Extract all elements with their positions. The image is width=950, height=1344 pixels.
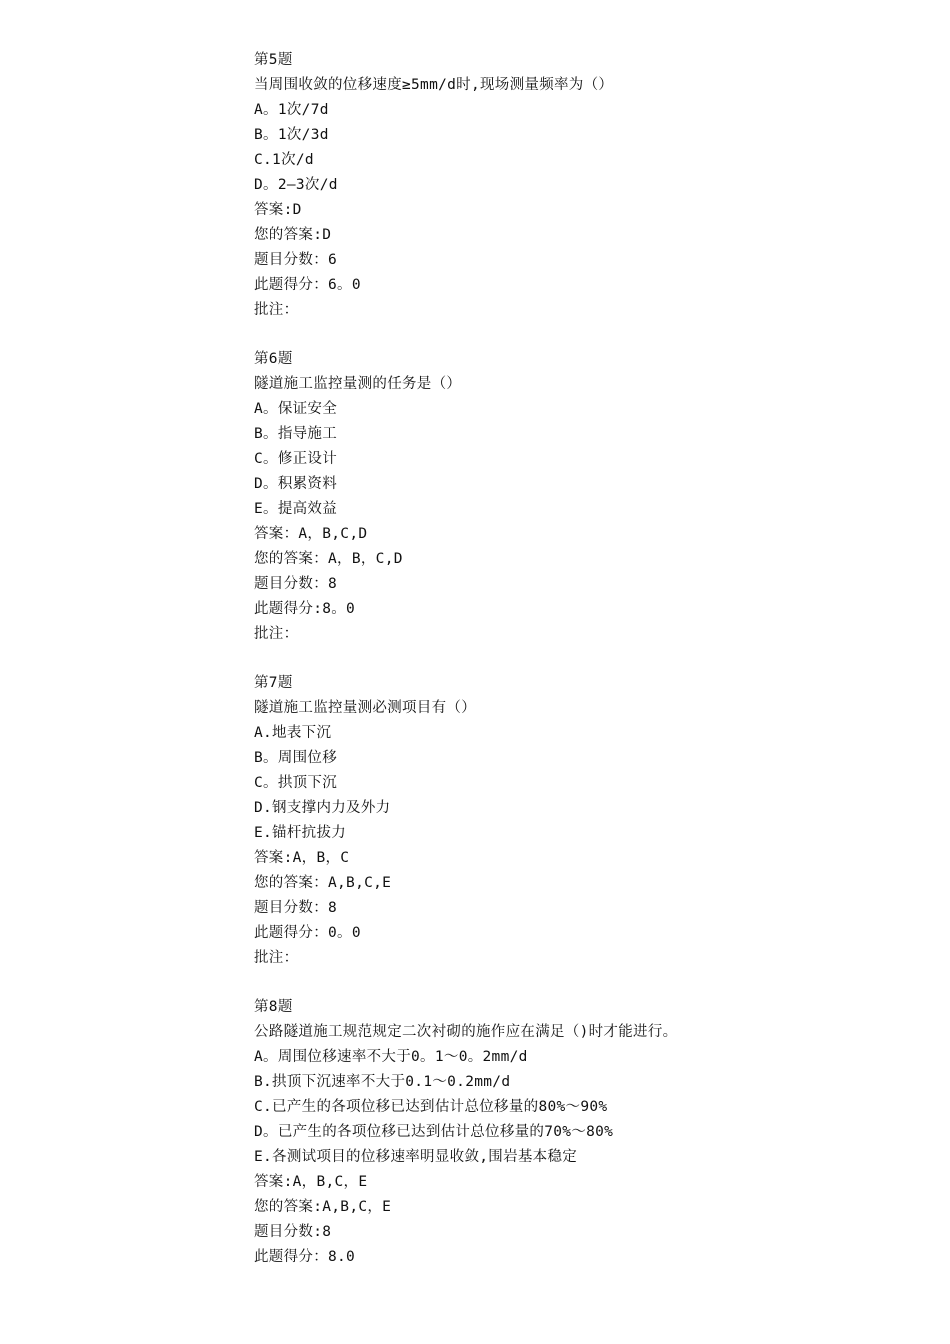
question-score: 题目分数:8	[254, 1224, 332, 1240]
question-number: 第7题	[254, 675, 293, 691]
question-stem: 隧道施工监控量测必测项目有（）	[254, 700, 476, 716]
exam-results-page	[254, 48, 724, 1294]
option-c: C.已产生的各项位移已达到估计总位移量的80%～90%	[254, 1099, 608, 1115]
your-answer: 您的答案：A，B，C,D	[254, 551, 403, 567]
comment-label: 批注：	[254, 302, 299, 318]
option-b: B。指导施工	[254, 426, 338, 442]
correct-answer: 答案:D	[254, 202, 302, 218]
option-b: B.拱顶下沉速率不大于0.1～0.2mm/d	[254, 1074, 511, 1090]
option-a: A。周围位移速率不大于0。1～0。2mm/d	[254, 1049, 528, 1065]
option-b: B。1次/3d	[254, 127, 329, 143]
option-d: D.钢支撑内力及外力	[254, 800, 391, 816]
correct-answer: 答案:A，B,C，E	[254, 1174, 368, 1190]
option-c: C.1次/d	[254, 152, 314, 168]
question-number: 第5题	[254, 52, 293, 68]
your-answer: 您的答案:A,B,C，E	[254, 1199, 392, 1215]
question-stem: 隧道施工监控量测的任务是（）	[254, 376, 462, 392]
earned-score: 此题得分：8.0	[254, 1249, 356, 1265]
earned-score: 此题得分：0。0	[254, 925, 361, 941]
option-a: A.地表下沉	[254, 725, 332, 741]
option-d: D。已产生的各项位移已达到估计总位移量的70%～80%	[254, 1124, 614, 1140]
your-answer: 您的答案:D	[254, 227, 332, 243]
comment-label: 批注：	[254, 626, 299, 642]
option-a: A。1次/7d	[254, 102, 329, 118]
question-6	[254, 347, 724, 647]
question-8	[254, 995, 724, 1270]
question-score: 题目分数：6	[254, 252, 338, 268]
option-d: D。积累资料	[254, 476, 338, 492]
option-e: E.锚杆抗拔力	[254, 825, 347, 841]
earned-score: 此题得分:8。0	[254, 601, 356, 617]
option-c: C。拱顶下沉	[254, 775, 338, 791]
option-d: D。2—3次/d	[254, 177, 338, 193]
option-b: B。周围位移	[254, 750, 338, 766]
question-5	[254, 48, 724, 323]
question-number: 第6题	[254, 351, 293, 367]
question-stem: 当周围收敛的位移速度≥5mm/d时,现场测量频率为（）	[254, 77, 614, 93]
question-7	[254, 671, 724, 971]
correct-answer: 答案:A，B，C	[254, 850, 350, 866]
option-e: E。提高效益	[254, 501, 338, 517]
question-number: 第8题	[254, 999, 293, 1015]
correct-answer: 答案：A，B,C,D	[254, 526, 368, 542]
question-score: 题目分数：8	[254, 576, 338, 592]
option-c: C。修正设计	[254, 451, 338, 467]
option-a: A。保证安全	[254, 401, 338, 417]
option-e: E.各测试项目的位移速率明显收敛,围岩基本稳定	[254, 1149, 578, 1165]
your-answer: 您的答案：A,B,C,E	[254, 875, 392, 891]
comment-label: 批注：	[254, 950, 299, 966]
question-score: 题目分数：8	[254, 900, 338, 916]
question-stem: 公路隧道施工规范规定二次衬砌的施作应在满足（)时才能进行。	[254, 1024, 678, 1040]
earned-score: 此题得分：6。0	[254, 277, 361, 293]
